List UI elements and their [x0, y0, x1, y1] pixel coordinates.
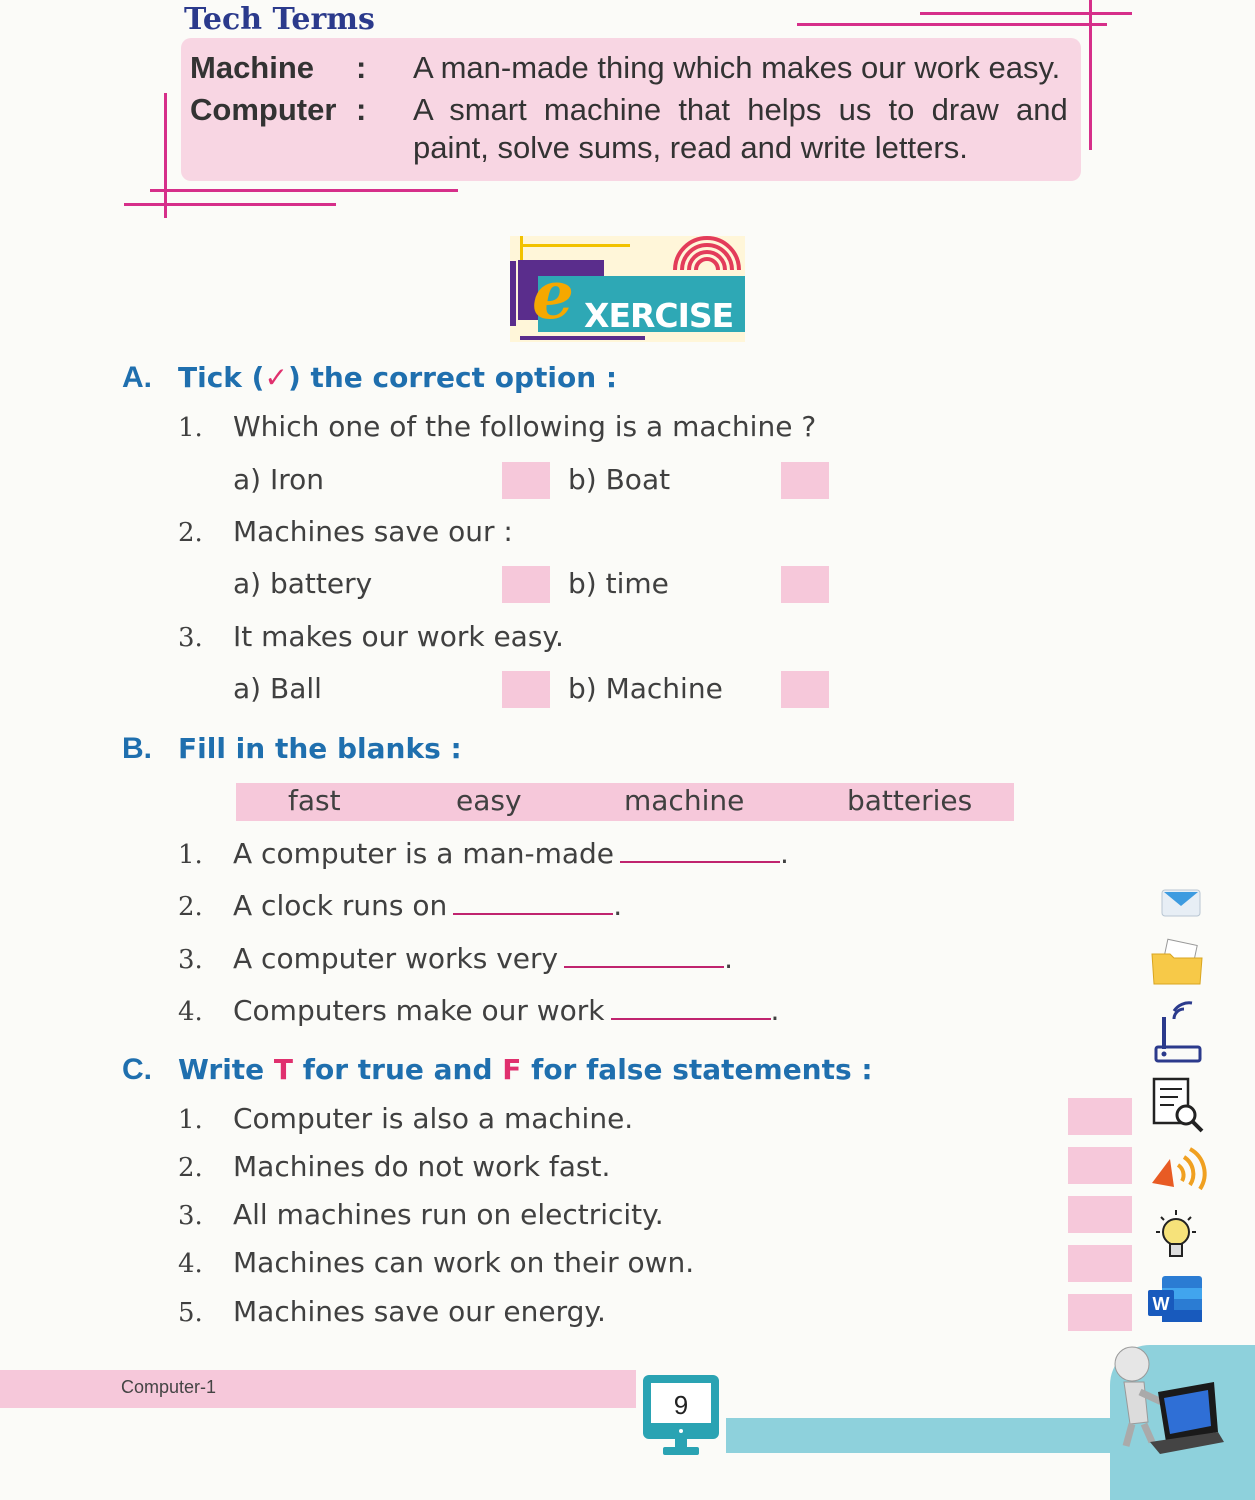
folder-icon [1150, 938, 1206, 992]
footer-book-title: Computer-1 [121, 1377, 217, 1397]
blank-number: 3. [178, 945, 203, 975]
mail-icon [1160, 882, 1202, 922]
decor-line [124, 203, 336, 206]
word-bank [236, 783, 1014, 821]
option-a-label: a) Ball [233, 672, 322, 705]
term-separator: : [356, 50, 367, 85]
true-letter: T [273, 1053, 294, 1086]
exercise-logo-letter: e [532, 256, 574, 334]
question-text: Machines save our : [233, 515, 513, 548]
blank-input[interactable] [620, 839, 780, 863]
term-machine: Machine [190, 50, 315, 85]
word-bank-item: batteries [847, 784, 973, 817]
section-c-title [178, 1053, 873, 1086]
option-b-label: b) Machine [568, 672, 723, 705]
true-false-box[interactable] [1068, 1147, 1132, 1184]
section-c-title-part: Write [178, 1053, 274, 1086]
section-b-letter: B. [122, 732, 152, 765]
option-a-label: a) Iron [233, 463, 325, 496]
option-b-label: b) Boat [568, 463, 671, 496]
blank-number: 2. [178, 892, 203, 922]
tick-box-q1-a[interactable] [502, 462, 550, 499]
fill-blank-text: A computer works very [233, 942, 559, 975]
decor-line [150, 189, 458, 192]
false-letter: F [502, 1053, 522, 1086]
true-false-box[interactable] [1068, 1294, 1132, 1331]
svg-text:W: W [1152, 1294, 1170, 1314]
section-c-letter: C. [122, 1053, 152, 1086]
statement-number: 5. [178, 1298, 203, 1328]
question-text: It makes our work easy. [233, 620, 564, 653]
word-bank-item: fast [288, 784, 341, 817]
blank-number: 4. [178, 997, 203, 1027]
page-number: 9 [673, 1390, 689, 1420]
question-number: 2. [178, 518, 203, 548]
decor-line [1089, 0, 1092, 150]
exercise-logo [510, 236, 745, 342]
statement-text: All machines run on electricity. [233, 1198, 664, 1231]
router-icon [1152, 995, 1202, 1069]
true-false-box[interactable] [1068, 1196, 1132, 1233]
word-icon [1146, 1272, 1206, 1334]
tech-terms-title: Tech Terms [184, 2, 375, 37]
true-false-box[interactable] [1068, 1245, 1132, 1282]
true-false-box[interactable] [1068, 1098, 1132, 1135]
blank-number: 1. [178, 840, 203, 870]
definition-machine: A man-made thing which makes our work easy. [413, 50, 1061, 85]
term-separator: : [356, 92, 367, 127]
speaker-icon [1148, 1143, 1210, 1203]
definition-computer-line2: paint, solve sums, read and write letters. [413, 130, 968, 165]
question-number: 1. [178, 413, 203, 443]
decor-line [920, 12, 1132, 15]
tick-box-q2-a[interactable] [502, 566, 550, 603]
section-a-title-pre: Tick ( [178, 361, 265, 394]
statement-text: Computer is also a machine. [233, 1102, 634, 1135]
footer-bar [0, 1370, 636, 1408]
blank-end: . [724, 942, 734, 975]
question-text: Which one of the following is a machine ? [233, 410, 817, 443]
fill-blank-line [233, 994, 779, 1027]
statement-number: 3. [178, 1201, 203, 1231]
tick-mark-icon: ✓ [264, 361, 288, 394]
fill-blank-line [233, 837, 789, 870]
decor-line [797, 23, 1107, 26]
section-b-title: Fill in the blanks : [178, 732, 462, 765]
blank-input[interactable] [611, 996, 771, 1020]
lightbulb-icon [1150, 1208, 1202, 1272]
fill-blank-line [233, 889, 622, 922]
blank-input[interactable] [564, 944, 724, 968]
fill-blank-line [233, 942, 733, 975]
tick-box-q3-a[interactable] [502, 671, 550, 708]
footer-teal-bar [726, 1418, 1126, 1453]
statement-number: 1. [178, 1105, 203, 1135]
tick-box-q3-b[interactable] [781, 671, 829, 708]
option-a-label: a) battery [233, 567, 373, 600]
section-a-title-post: ) the correct option : [287, 361, 618, 394]
blank-end: . [613, 889, 623, 922]
option-b-label: b) time [568, 567, 669, 600]
section-a-title [178, 361, 617, 394]
word-bank-item: easy [456, 784, 522, 817]
question-number: 3. [178, 623, 203, 653]
blank-input[interactable] [453, 891, 613, 915]
fill-blank-text: A clock runs on [233, 889, 448, 922]
tick-box-q2-b[interactable] [781, 566, 829, 603]
word-bank-item: machine [624, 784, 745, 817]
blank-end: . [770, 994, 780, 1027]
term-computer: Computer [190, 92, 337, 127]
fill-blank-text: A computer is a man-made [233, 837, 615, 870]
statement-number: 2. [178, 1153, 203, 1183]
robot-laptop-icon [1110, 1342, 1230, 1466]
decor-line [164, 93, 167, 218]
blank-end: . [780, 837, 789, 870]
section-c-title-part: for true and [293, 1053, 503, 1086]
statement-text: Machines do not work fast. [233, 1150, 611, 1183]
section-a-letter: A. [122, 361, 152, 394]
statement-text: Machines can work on their own. [233, 1246, 695, 1279]
tick-box-q1-b[interactable] [781, 462, 829, 499]
fill-blank-text: Computers make our work [233, 994, 605, 1027]
document-search-icon [1150, 1075, 1208, 1139]
section-c-title-part: for false statements : [521, 1053, 873, 1086]
statement-text: Machines save our energy. [233, 1295, 606, 1328]
statement-number: 4. [178, 1249, 203, 1279]
definition-computer-line1: A smart machine that helps us to draw and [413, 92, 1068, 127]
exercise-logo-text: XERCISE [584, 296, 734, 335]
